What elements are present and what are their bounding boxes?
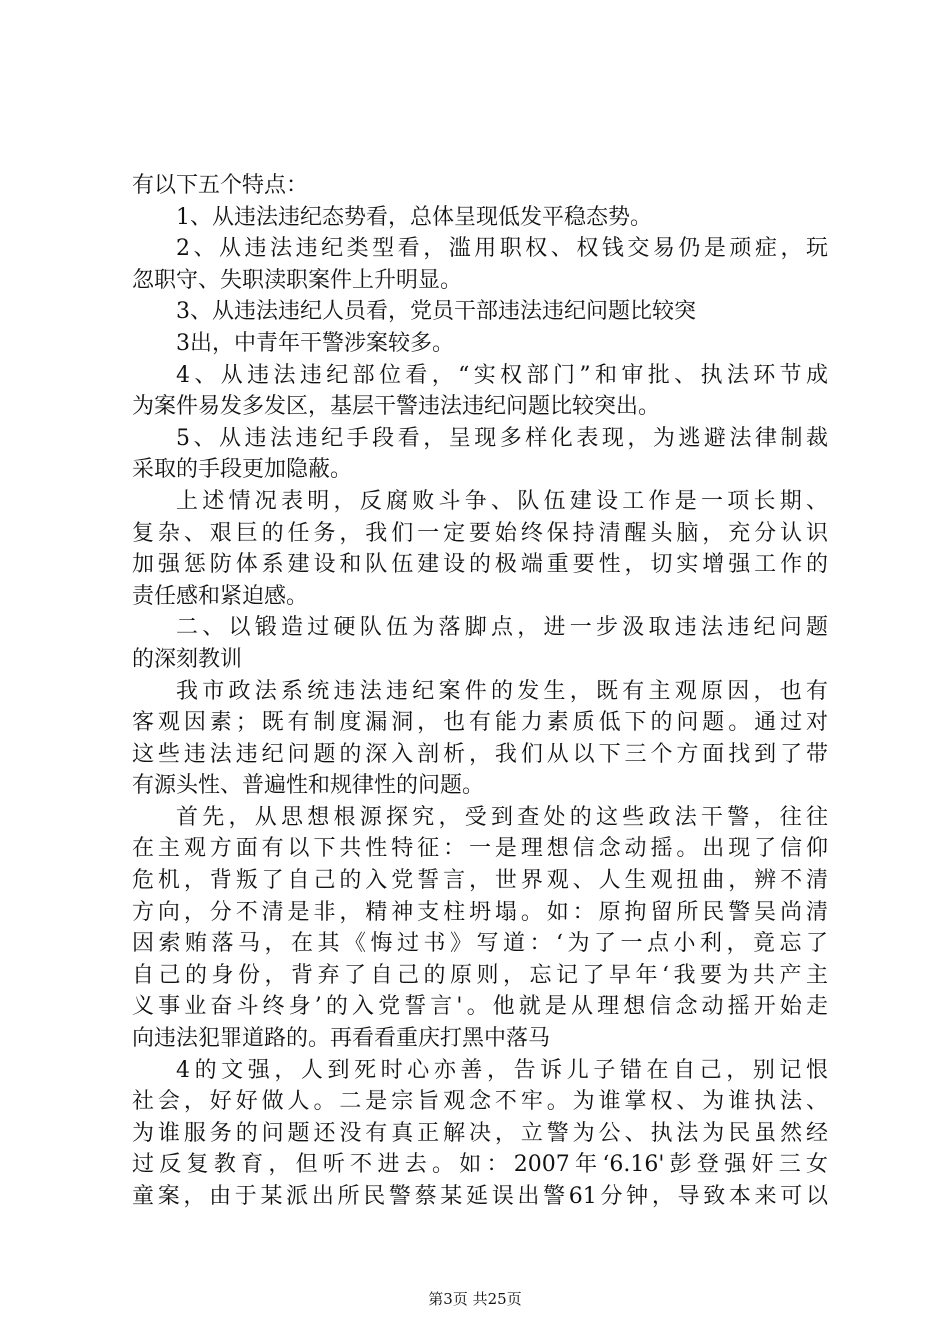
text-line: 因索贿落马，在其《悔过书》写道：‘为了一点小利，竟忘了 — [132, 931, 828, 957]
text-line: 5、从违法违纪手段看，呈现多样化表现，为逃避法律制裁 — [176, 425, 828, 451]
text-line: 忽职守、失职渎职案件上升明显。 — [132, 267, 463, 293]
text-line: 复杂、艰巨的任务，我们一定要始终保持清醒头脑，充分认识 — [132, 520, 828, 546]
text-line: 这些违法违纪问题的深入剖析，我们从以下三个方面找到了带 — [132, 741, 828, 767]
text-line: 过反复教育，但听不进去。如：2007年‘6.16'彭登强奸三女 — [132, 1152, 828, 1178]
text-line: 向违法犯罪道路的。再看看重庆打黑中落马 — [132, 1026, 551, 1052]
text-line: 1、从违法违纪态势看，总体呈现低发平稳态势。 — [176, 204, 652, 230]
text-line: 童案，由于某派出所民警蔡某延误出警61分钟，导致本来可以 — [132, 1184, 828, 1209]
text-line: 的深刻教训 — [132, 646, 243, 672]
text-line: 义事业奋斗终身’的入党誓言'。他就是从理想信念动摇开始走 — [132, 994, 828, 1020]
text-line: 危机，背叛了自己的入党誓言，世界观、人生观扭曲，辨不清 — [132, 868, 828, 894]
text-line: 3、从违法违纪人员看，党员干部违法违纪问题比较突 — [176, 299, 696, 325]
document-body — [132, 170, 828, 1213]
text-line: 为案件易发多发区，基层干警违法违纪问题比较突出。 — [132, 394, 661, 420]
text-line: 采取的手段更加隐蔽。 — [132, 457, 353, 483]
text-line: 2、从违法违纪类型看，滥用职权、权钱交易仍是顽症，玩 — [176, 236, 828, 262]
text-line: 在主观方面有以下共性特征：一是理想信念动摇。出现了信仰 — [132, 836, 828, 862]
text-line: 上述情况表明，反腐败斗争、队伍建设工作是一项长期、 — [176, 488, 828, 514]
page-footer: 第3页 共25页 — [428, 1290, 522, 1308]
text-line: 二、以锻造过硬队伍为落脚点，进一步汲取违法违纪问题 — [176, 615, 828, 641]
text-line: 4、从违法违纪部位看，“实权部门”和审批、执法环节成 — [176, 362, 828, 388]
text-line: 责任感和紧迫感。 — [132, 583, 309, 609]
text-line: 为谁服务的问题还没有真正解决，立警为公、执法为民虽然经 — [132, 1120, 828, 1146]
text-line: 社会，好好做人。二是宗旨观念不牢。为谁掌权、为谁执法、 — [132, 1089, 828, 1115]
text-line: 自己的身份，背弃了自己的原则，忘记了早年‘我要为共产主 — [132, 962, 828, 988]
text-line: 方向，分不清是非，精神支柱坍塌。如：原拘留所民警吴尚清 — [132, 899, 828, 925]
text-line: 加强惩防体系建设和队伍建设的极端重要性，切实增强工作的 — [132, 552, 828, 578]
text-line: 3出，中青年干警涉案较多。 — [176, 330, 454, 356]
text-line: 我市政法系统违法违纪案件的发生，既有主观原因，也有 — [176, 678, 828, 704]
text-line: 有以下五个特点： — [132, 173, 309, 198]
text-line: 有源头性、普遍性和规律性的问题。 — [132, 773, 485, 799]
text-line: 客观因素；既有制度漏洞，也有能力素质低下的问题。通过对 — [132, 710, 828, 736]
text-line: 4的文强，人到死时心亦善，告诉儿子错在自己，别记恨 — [176, 1057, 828, 1083]
text-line: 首先，从思想根源探究，受到查处的这些政法干警，往往 — [176, 804, 828, 830]
